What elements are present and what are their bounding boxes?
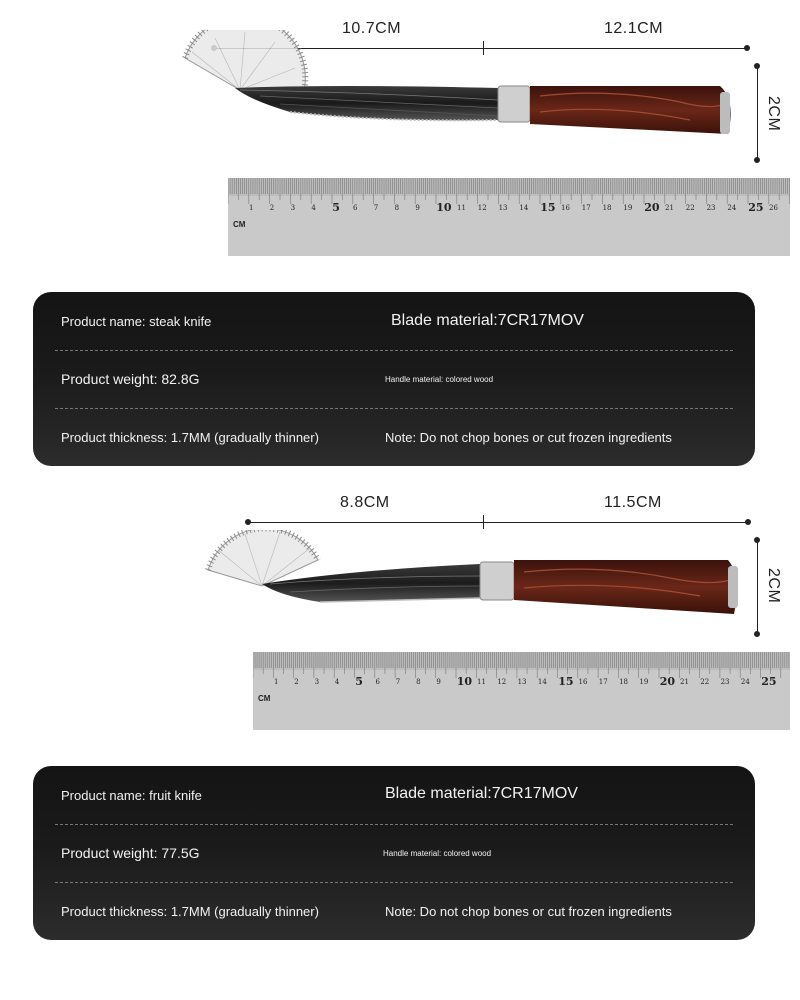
handle-material: Handle material: colored wood <box>383 849 492 858</box>
ruler-number: 4 <box>311 204 316 212</box>
ruler-number: 22 <box>700 678 710 686</box>
ruler-number: 16 <box>578 678 588 686</box>
dim-end-dot <box>744 45 750 51</box>
ruler-number: 11 <box>457 204 466 212</box>
fruit-knife-image <box>200 530 745 620</box>
blade-length-label: 10.7CM <box>342 20 402 37</box>
product-weight: Product weight: 82.8G <box>61 371 200 387</box>
ruler-number: 3 <box>290 204 296 212</box>
product-thickness: Product thickness: 1.7MM (gradually thinner) <box>61 904 319 919</box>
measuring-ruler <box>253 652 790 730</box>
product-name: Product name: fruit knife <box>61 788 202 803</box>
ruler-number: 2 <box>269 204 275 212</box>
dim-mid-tick <box>483 515 484 529</box>
ruler-unit-label: CM <box>258 694 271 703</box>
ruler-number: 6 <box>375 678 380 686</box>
ruler-number: 2 <box>294 678 299 686</box>
ruler-number: 13 <box>498 204 508 212</box>
ruler-number: 3 <box>314 678 320 686</box>
blade-length-label: 8.8CM <box>340 494 390 511</box>
blade-material: Blade material:7CR17MOV <box>385 785 578 802</box>
vertical-dimension-line <box>757 540 758 633</box>
ruler-number: 15 <box>558 675 574 688</box>
vertical-dimension-line <box>757 66 758 159</box>
steak-knife-image <box>180 30 740 150</box>
ruler-number: 23 <box>720 678 730 686</box>
dimension-line <box>248 522 748 523</box>
ruler-unit-label: CM <box>233 220 246 229</box>
fruit-knife-info-card <box>33 766 755 940</box>
ruler-number: 20 <box>659 675 675 688</box>
ruler-number: 23 <box>706 204 716 212</box>
ruler-number: 19 <box>639 678 649 686</box>
vdim-bottom-dot <box>754 631 760 637</box>
ruler-number: 22 <box>685 204 695 212</box>
ruler-number: 26 <box>769 204 778 212</box>
dim-end-dot <box>745 519 751 525</box>
ruler-number: 10 <box>436 201 452 214</box>
ruler-number: 21 <box>665 204 674 212</box>
ruler-number: 25 <box>761 675 777 688</box>
ruler-number: 1 <box>274 678 279 686</box>
blade-material: Blade material:7CR17MOV <box>391 312 584 329</box>
fruit-knife-section <box>0 480 800 750</box>
ruler-number: 24 <box>727 204 737 212</box>
ruler-number: 10 <box>456 675 472 688</box>
ruler-number: 18 <box>619 678 629 686</box>
usage-note: Note: Do not chop bones or cut frozen ingredients <box>385 904 672 919</box>
ruler-number: 9 <box>436 678 441 686</box>
ruler-number: 5 <box>355 675 363 688</box>
steak-knife-info-card <box>33 292 755 466</box>
usage-note: Note: Do not chop bones or cut frozen ingredients <box>385 430 672 445</box>
ruler-number: 14 <box>519 204 529 212</box>
handle-material: Handle material: colored wood <box>385 375 494 384</box>
ruler-number: 7 <box>373 204 379 212</box>
handle-height-label: 2CM <box>765 96 782 132</box>
handle-length-label: 12.1CM <box>604 20 664 37</box>
ruler-number: 15 <box>540 201 556 214</box>
handle-length-label: 11.5CM <box>604 494 662 511</box>
steak-knife-section <box>0 0 800 280</box>
vdim-bottom-dot <box>754 157 760 163</box>
handle-height-label: 2CM <box>765 568 782 604</box>
ruler-number: 7 <box>395 678 401 686</box>
ruler-number: 11 <box>477 678 486 686</box>
ruler-number: 8 <box>394 204 400 212</box>
product-weight: Product weight: 77.5G <box>61 845 200 861</box>
ruler-number: 9 <box>415 204 420 212</box>
ruler-number: 4 <box>334 678 340 686</box>
ruler-number: 8 <box>416 678 421 686</box>
ruler-number: 17 <box>598 678 608 686</box>
ruler-number: 21 <box>680 678 689 686</box>
ruler-number: 24 <box>740 678 750 686</box>
ruler-number: 6 <box>353 204 358 212</box>
product-thickness: Product thickness: 1.7MM (gradually thinner) <box>61 430 319 445</box>
ruler-number: 13 <box>517 678 527 686</box>
ruler-number: 12 <box>497 678 507 686</box>
measuring-ruler <box>228 178 790 256</box>
ruler-number: 17 <box>581 204 591 212</box>
ruler-number: 16 <box>561 204 570 212</box>
ruler-number: 19 <box>623 204 633 212</box>
ruler-number: 5 <box>332 201 340 214</box>
ruler-number: 20 <box>644 201 660 214</box>
ruler-number: 25 <box>748 201 764 214</box>
ruler-number: 14 <box>537 678 547 686</box>
product-name: Product name: steak knife <box>61 314 212 329</box>
ruler-number: 18 <box>602 204 612 212</box>
protractor-icon <box>208 530 318 586</box>
ruler-number: 12 <box>477 204 487 212</box>
ruler-number: 1 <box>249 204 254 212</box>
